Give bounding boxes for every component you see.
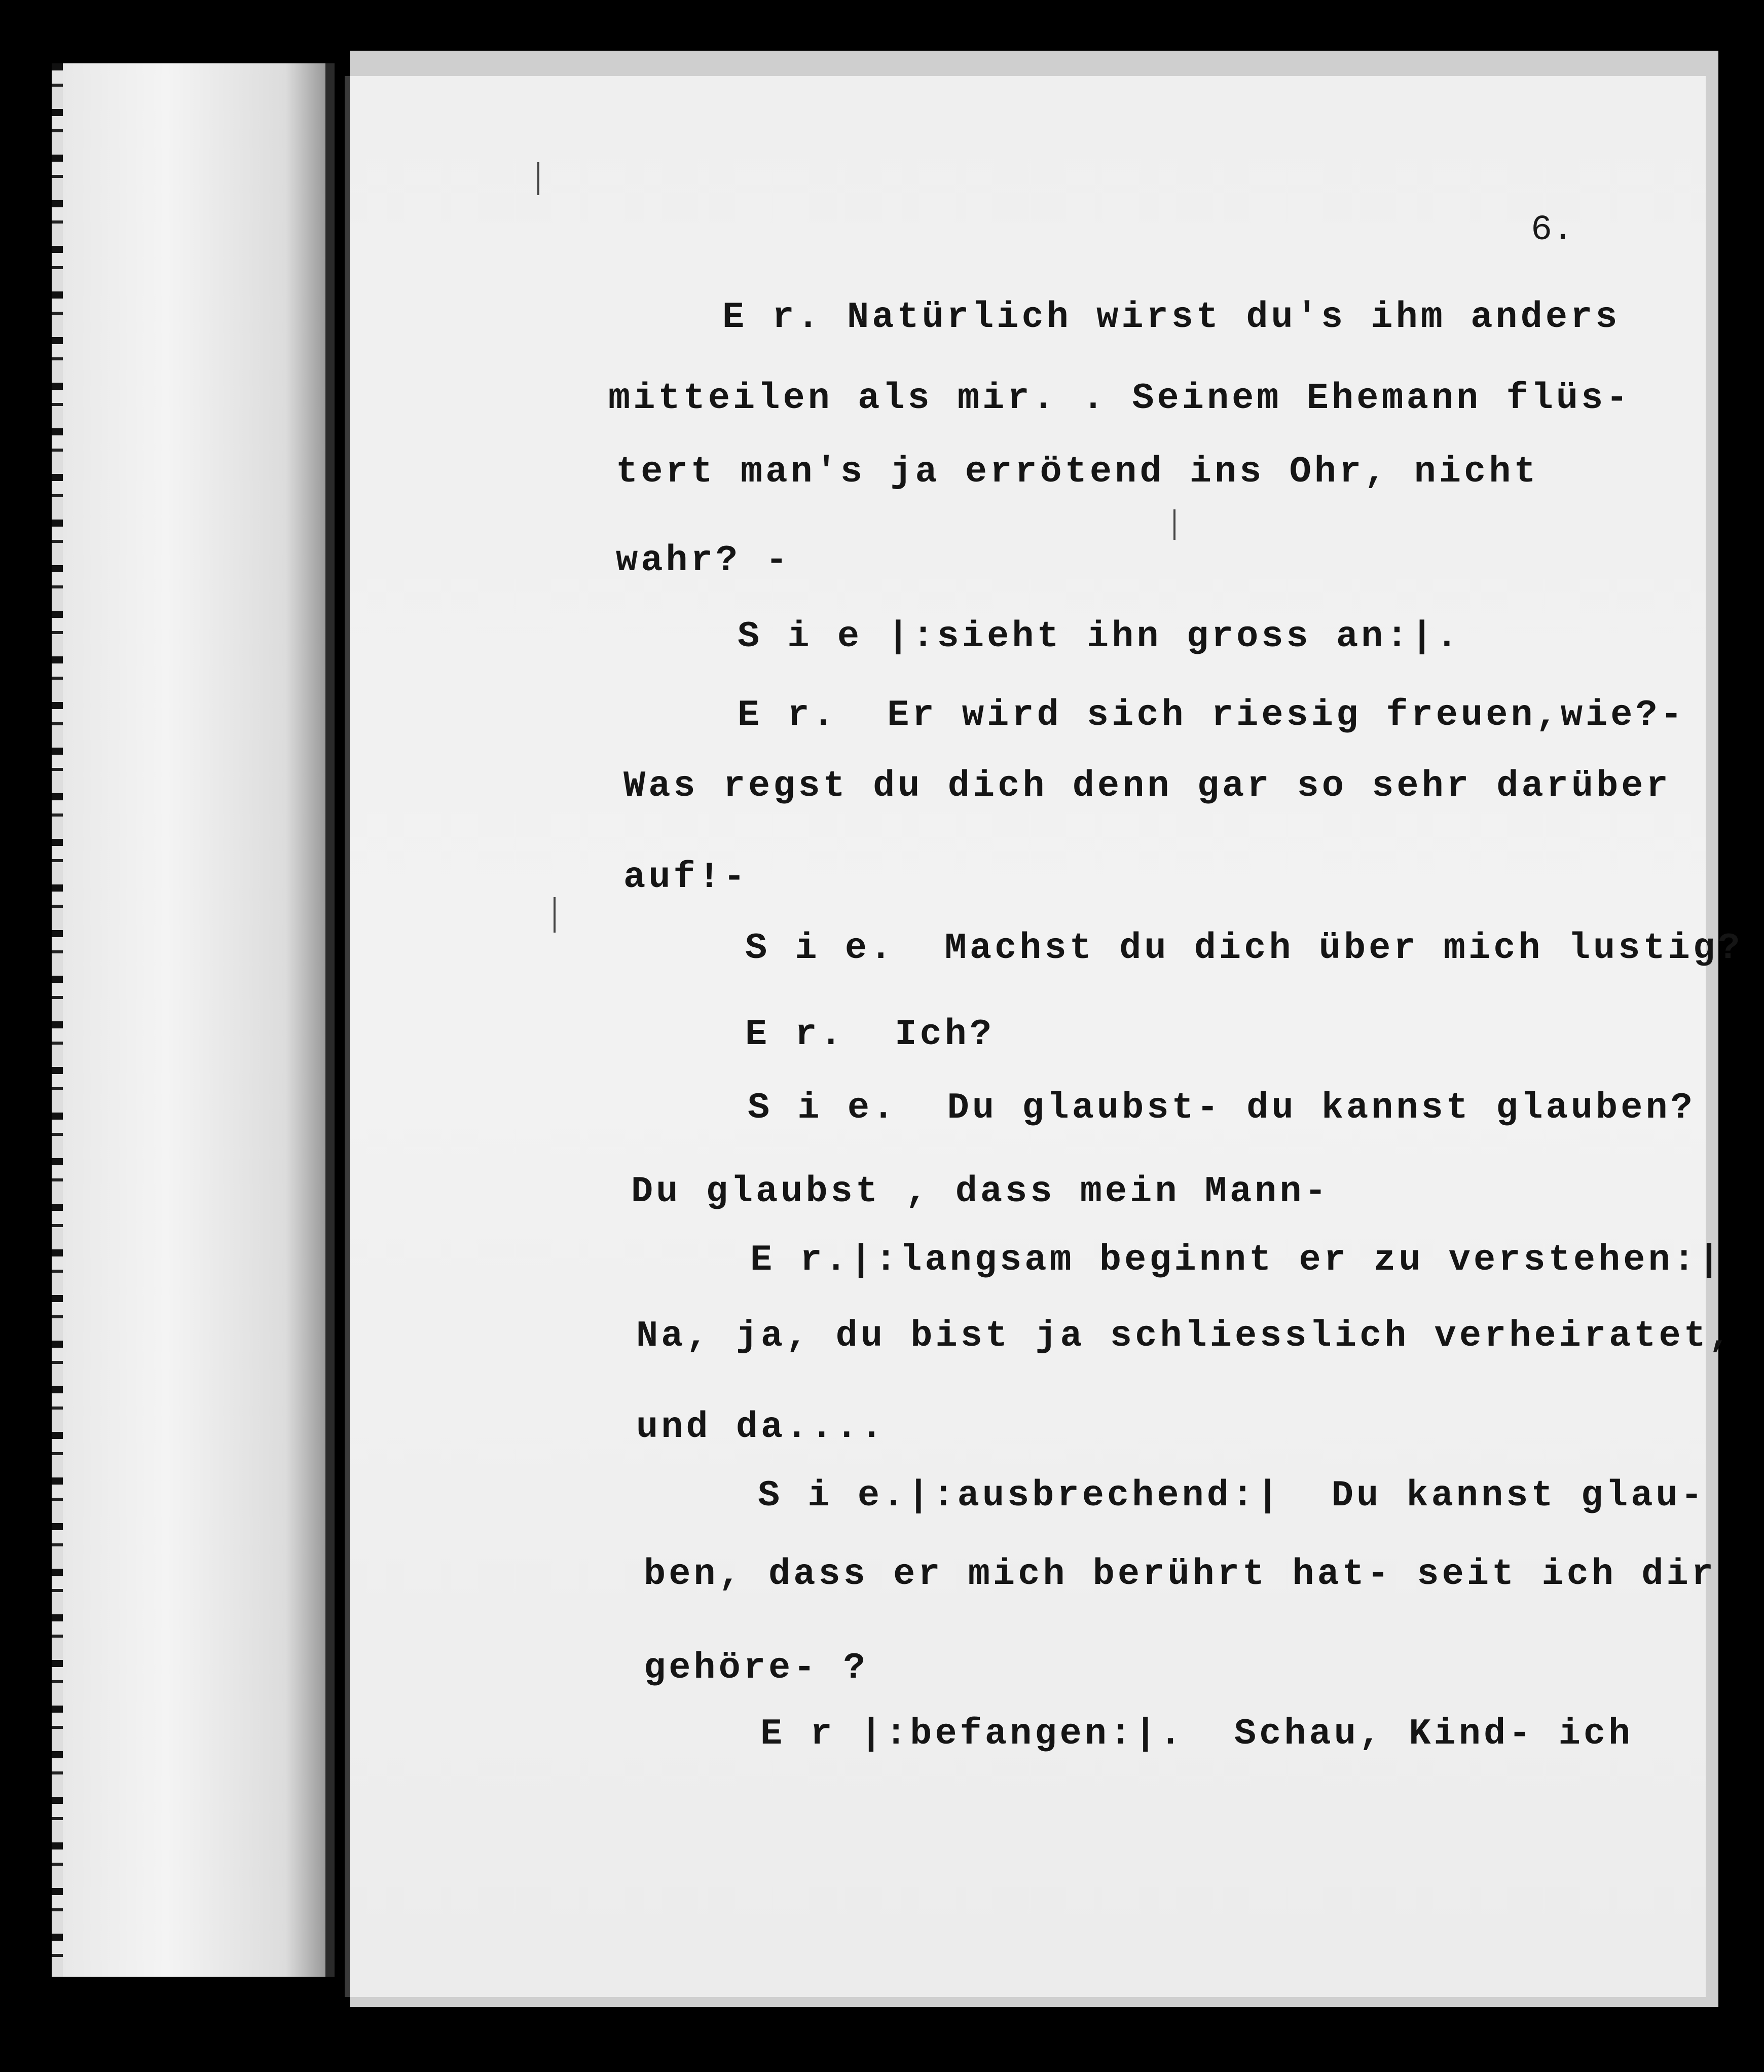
text-line: gehöre- ? xyxy=(644,1647,868,1689)
text-line: S i e. Machst du dich über mich lustig? xyxy=(745,928,1743,969)
text-line: Na, ja, du bist ja schliesslich verheiratet, xyxy=(636,1315,1734,1357)
typescript-page xyxy=(345,76,1706,1997)
text-line: E r.|:langsam beginnt er zu verstehen:| xyxy=(750,1239,1723,1281)
page-number: 6. xyxy=(1531,210,1574,250)
stray-mark xyxy=(1173,509,1175,540)
text-line: und da.... xyxy=(636,1407,886,1448)
text-line: E r. Er wird sich riesig freuen,wie?- xyxy=(738,694,1685,736)
text-line: Du glaubst , dass mein Mann- xyxy=(631,1171,1330,1212)
text-line: ben, dass er mich berührt hat- seit ich dir xyxy=(644,1553,1716,1595)
text-line: wahr? - xyxy=(616,540,791,581)
text-line: E r |:befangen:|. Schau, Kind- ich xyxy=(760,1713,1634,1755)
text-line: S i e |:sieht ihn gross an:|. xyxy=(738,616,1461,657)
text-line: E r. Natürlich wirst du's ihm anders xyxy=(722,297,1621,338)
text-line: E r. Ich? xyxy=(745,1014,995,1055)
text-line: S i e.|:ausbrechend:| Du kannst glau- xyxy=(758,1475,1706,1516)
left-book-page xyxy=(61,63,335,1977)
stray-mark xyxy=(554,897,556,933)
text-line: mitteilen als mir. . Seinem Ehemann flüs- xyxy=(608,378,1631,419)
text-line: S i e. Du glaubst- du kannst glauben? xyxy=(748,1087,1696,1129)
text-line: Was regst du dich denn gar so sehr darüber xyxy=(623,765,1671,807)
text-line: tert man's ja errötend ins Ohr, nicht xyxy=(616,451,1539,493)
text-line: auf!- xyxy=(623,857,749,898)
stray-mark xyxy=(537,162,539,195)
